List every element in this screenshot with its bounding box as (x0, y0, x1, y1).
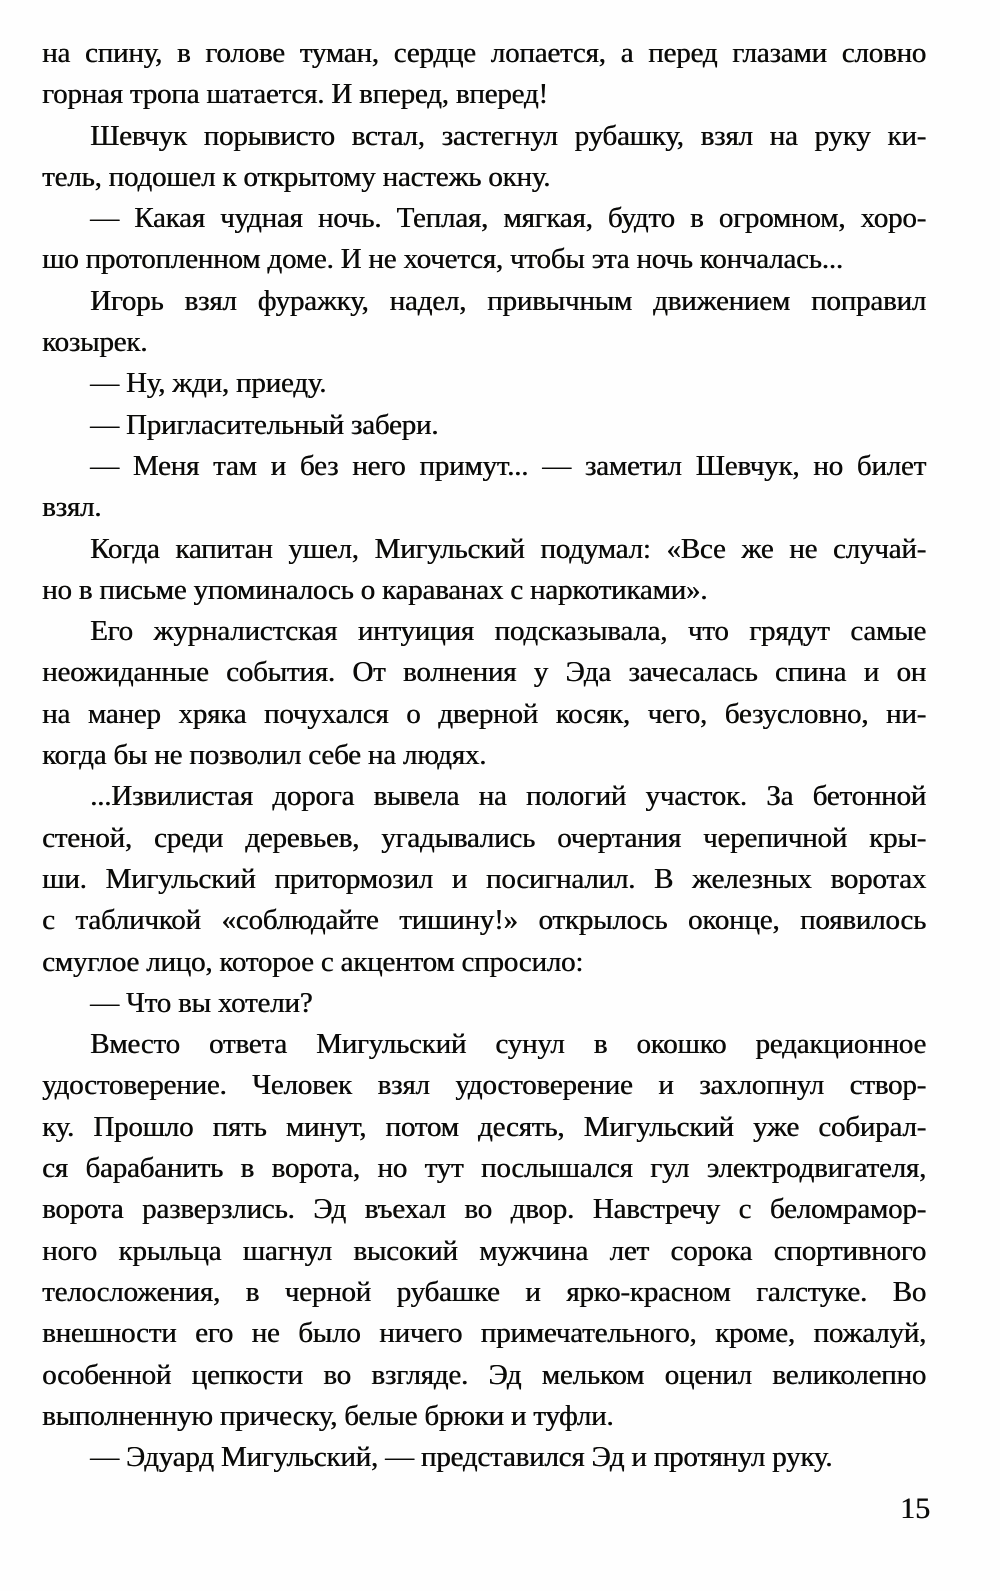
text-line: телосложения, в черной рубашке и ярко-красном галстуке. Во (42, 1275, 926, 1308)
text-line: ...Извилистая дорога вывела на пологий участок. За бетонной (90, 780, 926, 813)
text-line: особенной цепкости во взгляде. Эд мельком оценил великолепно (42, 1358, 926, 1391)
text-line: — Что вы хотели? (90, 986, 313, 1019)
text-line: Когда капитан ушел, Мигульский подумал: «Все же не случай- (90, 532, 926, 565)
text-line: — Ну, жди, приеду. (90, 367, 327, 400)
text-line: ку. Прошло пять минут, потом десять, Мигульский уже собирал- (42, 1110, 926, 1143)
text-line: с табличкой «соблюдайте тишину!» открылось оконце, появилось (42, 904, 926, 937)
page-number: 15 (900, 1492, 930, 1525)
text-line: внешности его не было ничего примечательного, кроме, пожалуй, (42, 1317, 926, 1350)
text-line: ного крыльца шагнул высокий мужчина лет сорока спортивного (42, 1234, 926, 1267)
text-line: Игорь взял фуражку, надел, привычным движением поправил (90, 284, 926, 317)
text-line: горная тропа шатается. И вперед, вперед! (42, 78, 548, 111)
text-line: козырек. (42, 326, 148, 359)
text-line: когда бы не позволил себе на людях. (42, 739, 487, 772)
text-block (42, 33, 926, 1478)
text-line: — Какая чудная ночь. Теплая, мягкая, будто в огромном, хоро- (90, 202, 926, 235)
text-line: ся барабанить в ворота, но тут послышался гул электродвигателя, (42, 1152, 926, 1185)
text-line: удостоверение. Человек взял удостоверение и захлопнул створ- (42, 1069, 926, 1102)
text-line: ворота разверзлись. Эд въехал во двор. Навстречу с беломрамор- (42, 1193, 926, 1226)
text-line: взял. (42, 491, 102, 524)
text-line: Шевчук порывисто встал, застегнул рубашку, взял на руку ки- (90, 119, 926, 152)
text-line: на спину, в голове туман, сердце лопается, а перед глазами словно (42, 37, 926, 69)
text-line: ши. Мигульский притормозил и посигналил. В железных воротах (42, 862, 926, 895)
text-line: — Пригласительный забери. (90, 408, 439, 441)
text-line: — Эдуард Мигульский, — представился Эд и протянул руку. (90, 1441, 833, 1474)
text-line: Его журналистская интуиция подсказывала, что грядут самые (90, 615, 926, 648)
text-line: но в письме упоминалось о караванах с наркотиками». (42, 573, 708, 606)
text-line: Вместо ответа Мигульский сунул в окошко редакционное (90, 1028, 926, 1061)
text-line: шо протопленном доме. И не хочется, чтобы эта ночь кончалась... (42, 243, 843, 276)
text-line: смуглое лицо, которое с акцентом спросило: (42, 945, 584, 978)
text-line: стеной, среди деревьев, угадывались очертания черепичной кры- (42, 821, 926, 854)
text-line: — Меня там и без него примут... — заметил Шевчук, но билет (90, 449, 926, 482)
text-line: выполненную прическу, белые брюки и туфли. (42, 1399, 614, 1432)
text-line: на манер хряка почухался о дверной косяк, чего, безусловно, ни- (42, 697, 926, 730)
text-line: неожиданные события. От волнения у Эда зачесалась спина и он (42, 656, 926, 689)
text-line: тель, подошел к открытому настежь окну. (42, 160, 551, 193)
